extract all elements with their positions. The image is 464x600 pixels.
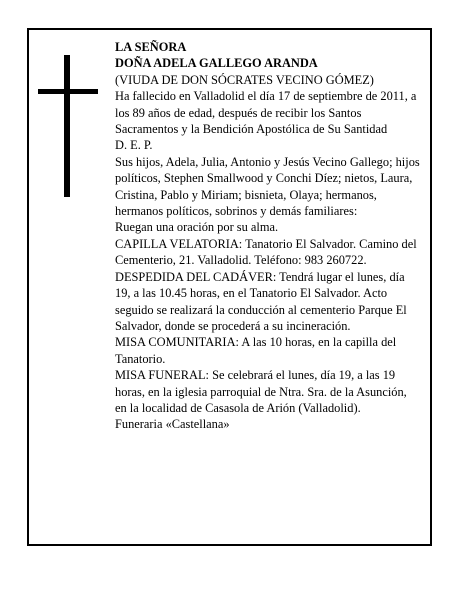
community-mass-section: [115, 334, 420, 367]
farewell-section: [115, 269, 420, 335]
farewell-text: Tendrá lugar el lunes, día 19, a las 10.45 horas, en el Tanatorio El Salvador. Acto seguido se realizará la conducción al cementerio Parque El Salvador, donde se procederá a su incineración.: [115, 269, 407, 333]
chapel-text: Tanatorio El Salvador. Camino del Cementerio, 21. Valladolid. Teléfono: 983 260722.: [115, 236, 417, 268]
funeral-mass-label: MISA FUNERAL:: [115, 368, 209, 383]
farewell-label: DESPEDIDA DEL CADÁVER:: [115, 269, 277, 284]
widow-of-line: (VIUDA DE DON SÓCRATES VECINO GÓMEZ): [115, 72, 374, 87]
funeral-home: Funeraria «Castellana»: [115, 417, 230, 432]
prayer-request: Ruegan una oración por su alma.: [115, 220, 279, 235]
chapel-label: CAPILLA VELATORIA:: [115, 236, 243, 251]
community-mass-label: MISA COMUNITARIA:: [115, 335, 239, 350]
deceased-name: DOÑA ADELA GALLEGO ARANDA: [115, 56, 318, 71]
chapel-section: [115, 236, 420, 269]
cross-horizontal-bar: [38, 89, 98, 94]
rip-line: D. E. P.: [115, 138, 153, 153]
community-mass-text: A las 10 horas, en la capilla del Tanatorio.: [115, 335, 397, 366]
title-line: LA SEÑORA: [115, 40, 187, 54]
family-list: Sus hijos, Adela, Julia, Antonio y Jesús Vecino Gallego; hijos políticos, Stephen Smallwood y Conchi Díez; nietos, Laura, Cristina, Pablo y Miriam; bisnieta, Olaya; hermanos, hermanos políticos, sobrinos y demás familiares:: [115, 154, 420, 219]
funeral-mass-section: [115, 367, 420, 416]
death-statement: Ha fallecido en Valladolid el día 17 de septiembre de 2011, a los 89 años de edad, después de recibir los Santos Sacramentos y la Bendición Apostólica de Su Santidad: [115, 89, 417, 137]
cross-vertical-bar: [64, 55, 70, 197]
cross-icon: [38, 55, 98, 197]
obituary-text: [115, 39, 420, 433]
funeral-mass-text: Se celebrará el lunes, día 19, a las 19 horas, en la iglesia parroquial de Ntra. Sra. de la Asunción, en la localidad de Casasola de Arión (Valladolid).: [115, 368, 407, 415]
